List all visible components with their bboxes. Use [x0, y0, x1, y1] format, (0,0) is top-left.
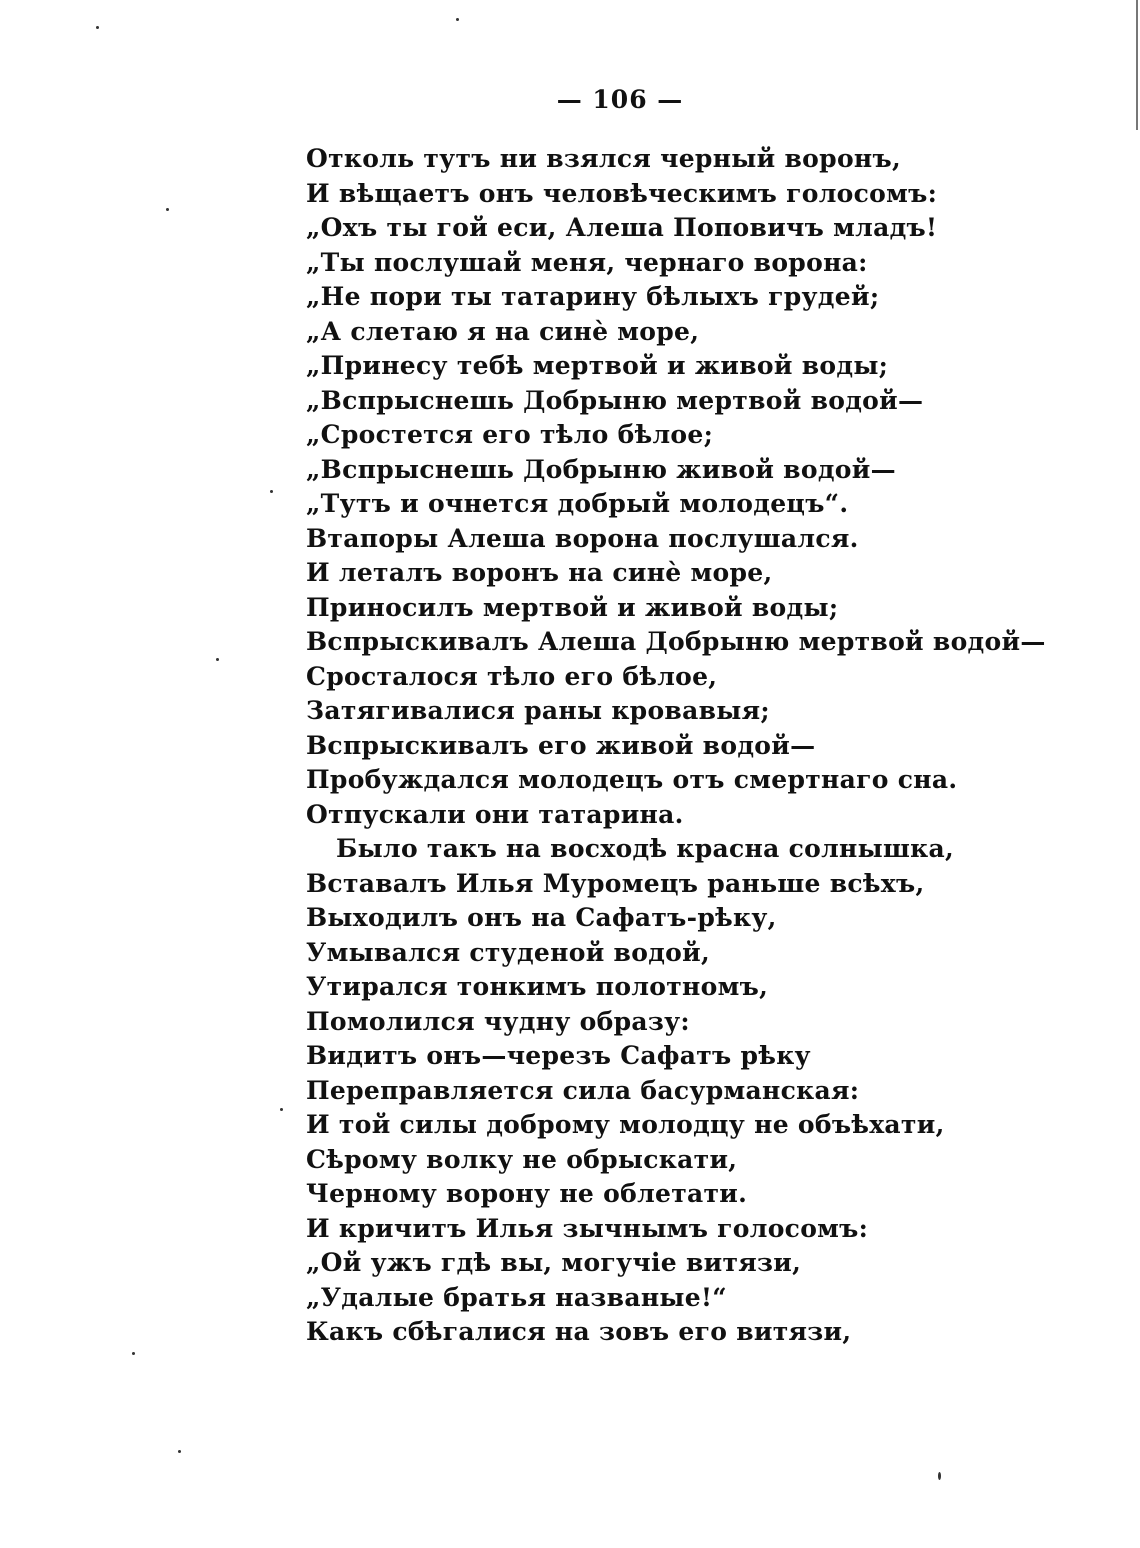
verse-line: „Сростется его тѣло бѣлое; — [306, 420, 714, 449]
verse-line: Вставалъ Илья Муромецъ раньше всѣхъ, — [306, 868, 925, 898]
verse-line: И вѣщаетъ онъ человѣческимъ голосомъ: — [306, 178, 938, 208]
verse-line: „Вспрыснешь Добрыню живой водой— — [306, 454, 896, 484]
verse-line: „А слетаю я на синѐ море, — [306, 316, 700, 346]
page-number: — 106 — — [556, 85, 684, 114]
verse-line: Черному ворону не облетати. — [306, 1179, 748, 1208]
scan-speck — [280, 1108, 283, 1111]
scan-speck — [216, 658, 219, 661]
verse-line: Отпускали они татарина. — [306, 799, 684, 829]
verse-line: „Охъ ты гой еси, Алеша Поповичъ младъ! — [306, 213, 938, 242]
verse-line: Какъ сбѣгалися на зовъ его витязи, — [306, 1317, 852, 1346]
verse-line: Утирался тонкимъ полотномъ, — [306, 972, 769, 1001]
verse-line: Переправляется сила басурманская: — [306, 1075, 860, 1105]
verse-line: Отколь тутъ ни взялся черный воронъ, — [306, 144, 901, 173]
scan-speck — [166, 208, 169, 211]
scan-speck — [96, 26, 99, 29]
verse-line: Приносилъ мертвой и живой воды; — [306, 592, 839, 622]
verse-line: Сѣрому волку не обрыскати, — [306, 1144, 738, 1174]
verse-line: „Вспрыснешь Добрыню мертвой водой— — [306, 385, 924, 415]
verse-line: „Тутъ и очнется добрый молодецъ“. — [306, 489, 849, 518]
verse-line: Пробуждался молодецъ отъ смертнаго сна. — [306, 765, 958, 794]
verse-line: „Ты послушай меня, чернаго ворона: — [306, 247, 868, 277]
verse-line: „Принесу тебѣ мертвой и живой воды; — [306, 351, 889, 380]
scan-speck — [132, 1352, 135, 1355]
verse-line: Помолился чудну образу: — [306, 1006, 690, 1036]
verse-line: Было такъ на восходѣ красна солнышка, — [336, 834, 955, 863]
scan-speck — [938, 1472, 941, 1480]
verse-line: И той силы доброму молодцу не объѣхати, — [306, 1110, 945, 1139]
verse-line: Сросталося тѣло его бѣлое, — [306, 661, 718, 691]
verse-line: И леталъ воронъ на синѐ море, — [306, 558, 773, 587]
scan-speck — [456, 18, 459, 21]
verse-line: Видитъ онъ—черезъ Сафатъ рѣку — [306, 1041, 811, 1070]
verse-line: И кричитъ Илья зычнымъ голосомъ: — [306, 1213, 869, 1243]
verse-line: „Не пори ты татарину бѣлыхъ грудей; — [306, 282, 880, 311]
verse-line: „Удалые братья названые!“ — [306, 1282, 727, 1312]
verse-line: Умывался студеной водой, — [306, 937, 710, 967]
verse-text — [306, 142, 1046, 1350]
verse-line: „Ой ужъ гдѣ вы, могучіе витязи, — [306, 1248, 802, 1277]
verse-line: Втапоры Алеша ворона послушался. — [306, 523, 859, 553]
scan-speck — [270, 490, 273, 493]
scan-speck — [178, 1450, 181, 1453]
verse-line: Выходилъ онъ на Сафатъ-рѣку, — [306, 903, 777, 932]
verse-line: Вспрыскивалъ его живой водой— — [306, 730, 816, 760]
verse-line: Вспрыскивалъ Алеша Добрыню мертвой водой— — [306, 627, 1046, 656]
verse-line: Затягивалися раны кровавыя; — [306, 696, 770, 725]
